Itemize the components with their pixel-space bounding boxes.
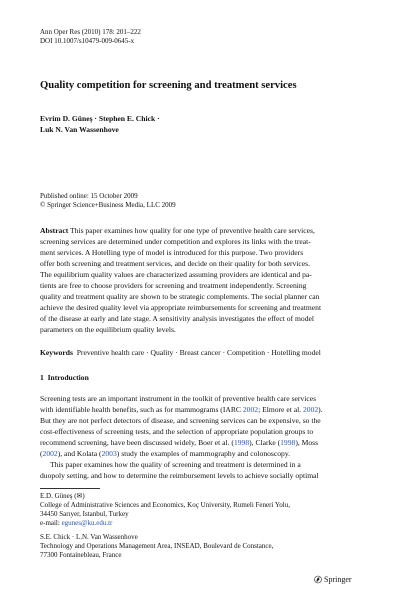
keywords-label: Keywords	[40, 348, 73, 357]
abstract-line-8: achieve the desired quality level via appropriate reimbursements for screening and treatment	[40, 303, 322, 312]
keywords-text: Preventive health care · Quality · Breast cancer · Competition · Hotelling model	[76, 348, 321, 357]
abstract-line-10: parameters on the equilibrium quality levels.	[40, 325, 176, 334]
email-link[interactable]: egunes@ku.edu.tr	[61, 519, 113, 527]
citation-link[interactable]: 1998	[280, 438, 296, 447]
springer-logo	[314, 575, 352, 584]
springer-horse-icon	[314, 575, 322, 584]
abstract-line-4: offer both screening and treatment services, and decide on their quality for both services.	[40, 259, 310, 268]
intro-p2-line-1: This paper examines how the quality of screening and treatment is determined in a	[50, 460, 301, 469]
footnote-corresponding-author: E.D. Güneş (✉)	[40, 492, 85, 500]
doi: DOI 10.1007/s10479-009-0645-x	[40, 37, 135, 45]
authors-line-2: Luk N. Van Wassenhove	[40, 125, 119, 134]
abstract-line-9: of the disease at early and late stage. A sensitivity analysis investigates the effect of model	[40, 314, 314, 323]
abstract-line-7: quality and treatment quality are shown to be strategic complements. The social planner can	[40, 292, 320, 301]
citation-link[interactable]: 2003	[101, 449, 117, 458]
abstract-line-5: The equilibrium quality values are characterized assuming providers are identical and pa-	[40, 270, 312, 279]
intro-line-2: with identifiable health benefits, such as for mammograms (IARC 2002; Elmore et al. 2002).	[40, 405, 323, 414]
springer-wordmark: Springer	[324, 575, 352, 584]
authors-line-1: Evrim D. Güneş · Stephen E. Chick ·	[40, 114, 160, 123]
copyright: © Springer Science+Business Media, LLC 2009	[40, 201, 176, 209]
citation-link[interactable]: 2002	[302, 405, 319, 414]
abstract-line-6: tients are free to choose providers for screening and treatment independently. Screening	[40, 281, 307, 290]
intro-line-3: But they are not perfect detectors of disease, and screening services can be expensive, so the	[40, 416, 321, 425]
paper-title: Quality competition for screening and treatment services	[40, 80, 297, 91]
intro-p2-line-2: duopoly setting, and how to determine the reimbursement levels to achieve socially optimal	[40, 471, 319, 480]
keywords	[40, 347, 360, 358]
intro-line-1: Screening tests are an important instrument in the toolkit of preventive health care services	[40, 394, 317, 403]
footnote-rule	[40, 488, 100, 489]
journal-citation: Ann Oper Res (2010) 178: 201–222	[40, 28, 141, 36]
published-online: Published online: 15 October 2009	[40, 192, 138, 200]
intro-line-4: cost-effectiveness of screening tests, and the selection of appropriate population groups to	[40, 427, 314, 436]
abstract-line-2: screening services are determined under competition and explores its links with the treat-	[40, 237, 311, 246]
footnote-affiliation-2: S.E. Chick · L.N. Van Wassenhove Technology and Operations Management Area, INSEAD, Boulevard de Constance, 77300 Fontainebleau, France	[40, 533, 360, 560]
footnote-affiliation-1: E.D. Güneş (✉) College of Administrative Sciences and Economics, Koç University, Rumeli Feneri Yolu, 34450 Sarıyer, Istanbul, Turkey e-mail: egunes@ku.edu.tr	[40, 492, 360, 528]
intro-line-5: recommend screening, have been discussed widely, Boer et al. (1998), Clarke (1998), Moss	[40, 438, 319, 447]
abstract-label: Abstract	[40, 226, 69, 235]
section-heading: 1 Introduction	[40, 373, 89, 382]
footnote-coauthors: S.E. Chick · L.N. Van Wassenhove	[40, 533, 138, 541]
intro-paragraph-1	[40, 393, 358, 481]
citation-link[interactable]: 2002	[242, 405, 259, 414]
intro-line-6: (2002), and Kolata (2003) study the examples of mammography and colonoscopy.	[40, 449, 291, 458]
abstract-line-3: ment services. A Hotelling type of model is introduced for this purpose. Two providers	[40, 248, 304, 257]
abstract-line-1: Abstract This paper examines how quality for one type of preventive health care services,	[40, 226, 315, 235]
citation-link[interactable]: 1998	[233, 438, 250, 447]
citation-link[interactable]: 2002	[42, 449, 58, 458]
abstract	[40, 225, 358, 335]
